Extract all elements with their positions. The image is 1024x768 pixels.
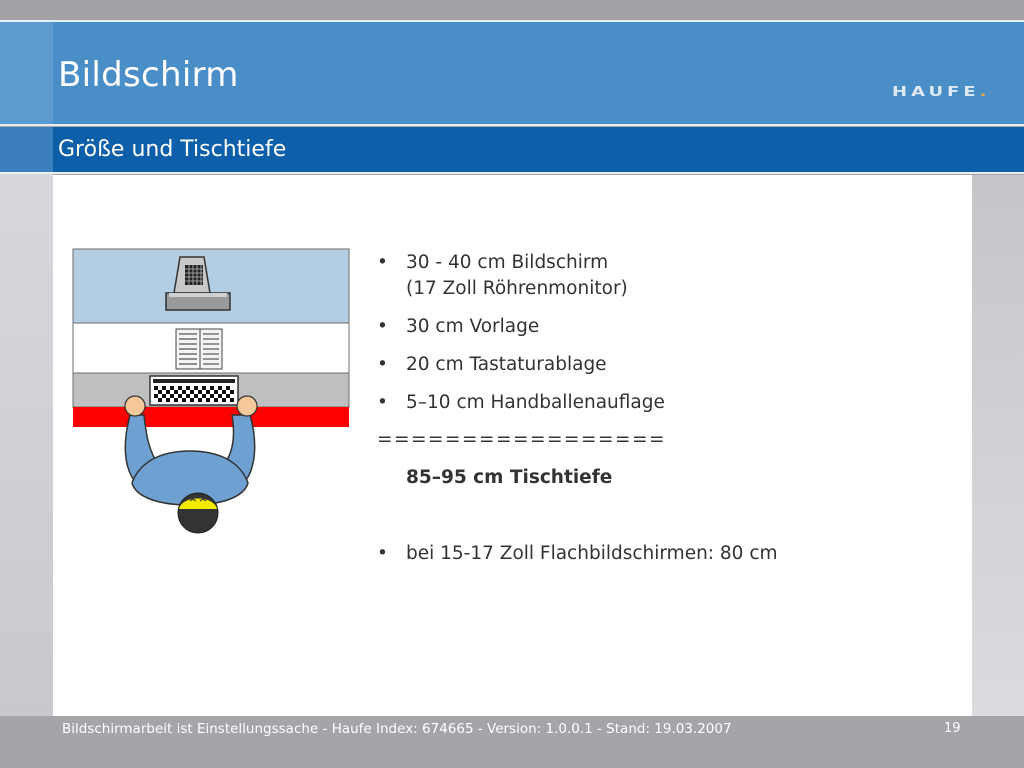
left-margin <box>0 174 53 716</box>
bullet-text: bei 15-17 Zoll Flachbildschirmen: 80 cm <box>406 543 778 564</box>
right-margin <box>972 175 1024 716</box>
slide-title: Bildschirm <box>58 55 239 95</box>
bullet-text: 30 - 40 cm Bildschirm <box>406 252 609 273</box>
bullet-icon: • <box>377 252 388 273</box>
wrist-rest-zone <box>73 407 349 427</box>
bullet-monitor-distance <box>377 250 937 302</box>
subtitle-left-accent <box>0 127 53 172</box>
bullet-icon: • <box>377 392 388 413</box>
bullet-document <box>377 314 937 340</box>
document-icon <box>176 329 222 369</box>
bullet-subtext: (17 Zoll Röhrenmonitor) <box>406 278 628 299</box>
title-left-accent <box>0 22 53 124</box>
top-band <box>0 0 1024 20</box>
monitor-zone <box>73 249 349 323</box>
bullet-flat-screen <box>377 541 778 567</box>
page-number: 19 <box>944 721 961 736</box>
bullet-icon: • <box>377 543 388 564</box>
subtitle-bar <box>0 127 1024 174</box>
keyboard-icon <box>150 376 238 405</box>
left-hand <box>125 396 145 416</box>
total-desk-depth: 85–95 cm Tischtiefe <box>406 467 613 488</box>
bullet-text: 30 cm Vorlage <box>406 316 540 337</box>
bullet-text: 20 cm Tastaturablage <box>406 354 607 375</box>
bullet-text: 5–10 cm Handballenauflage <box>406 392 665 413</box>
bullet-wrist-rest <box>377 390 937 416</box>
footer-text: Bildschirmarbeit ist Einstellungssache - Haufe Index: 674665 - Version: 1.0.0.1 - Stand: 19.03.2007 <box>62 721 732 737</box>
right-hand <box>237 396 257 416</box>
slide-subtitle: Größe und Tischtiefe <box>58 137 287 162</box>
bullet-icon: • <box>377 316 388 337</box>
logo-dot-icon: . <box>979 84 991 100</box>
title-bar <box>0 20 1024 126</box>
bullet-keyboard <box>377 352 937 378</box>
haufe-logo-text: HAUFE <box>892 84 980 100</box>
desk-illustration <box>72 245 352 537</box>
separator-line: ================= <box>377 429 667 450</box>
bullet-list <box>377 250 937 416</box>
bullet-icon: • <box>377 354 388 375</box>
haufe-logo <box>892 84 991 100</box>
